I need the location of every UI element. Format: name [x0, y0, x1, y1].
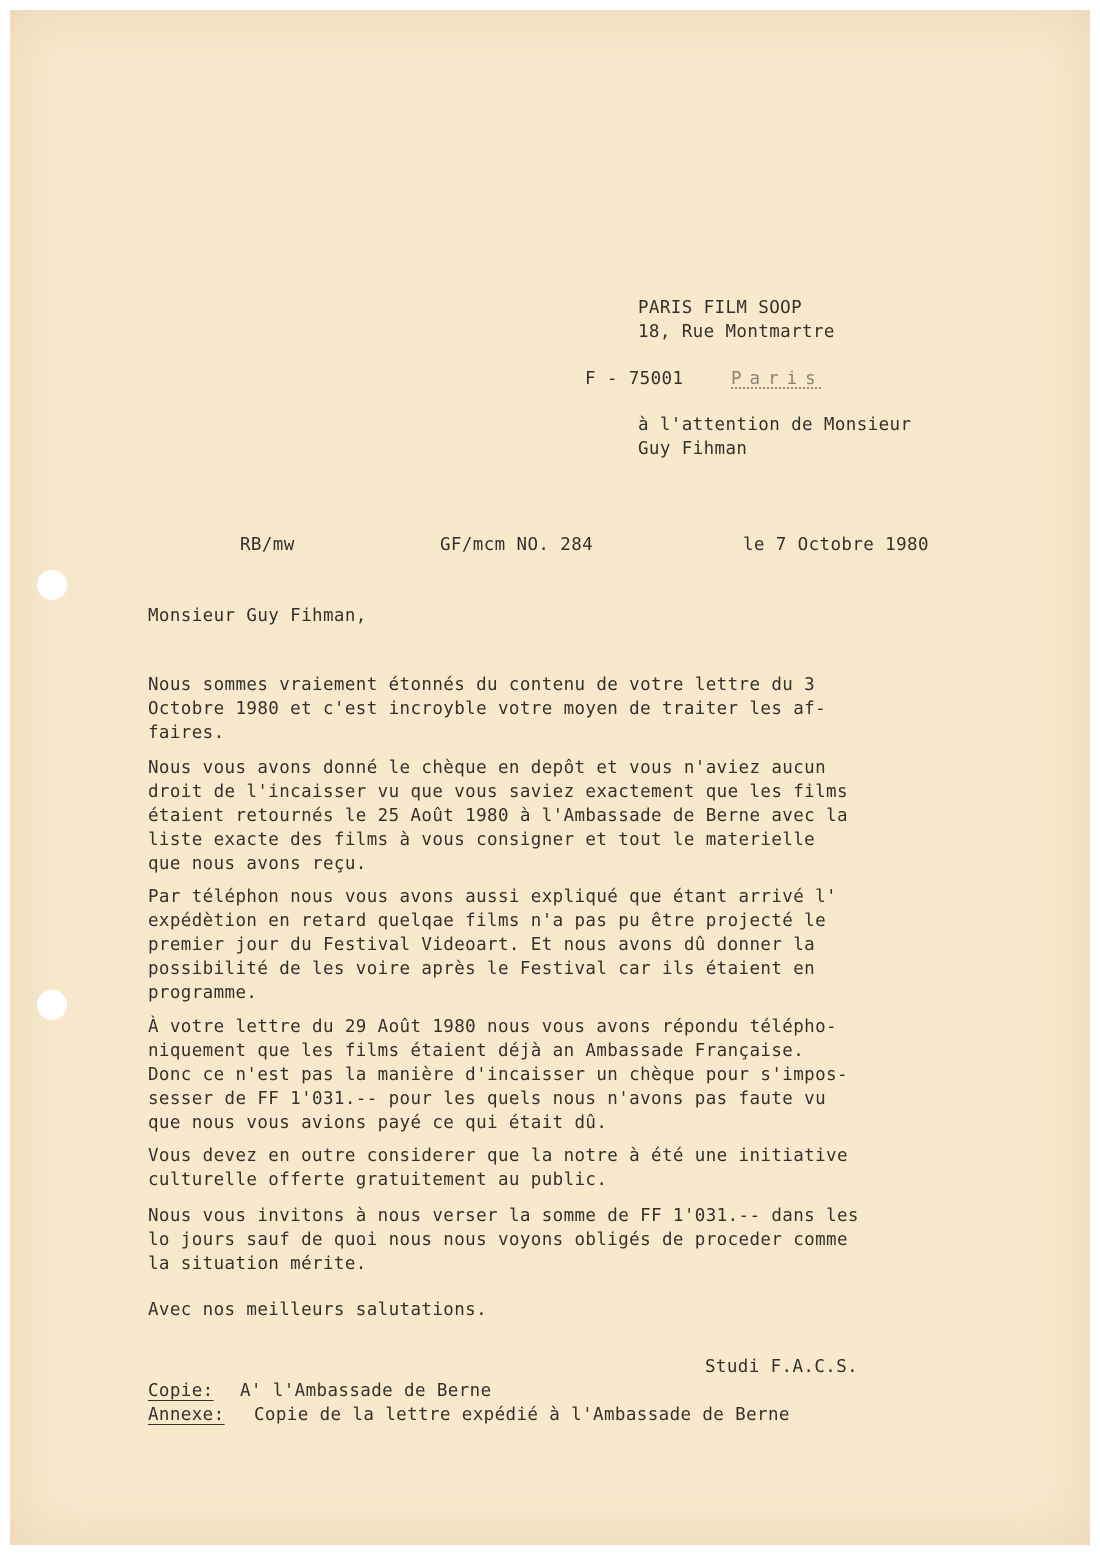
body-line: lo jours sauf de quoi nous nous voyons obligés de proceder comme — [148, 1230, 848, 1250]
body-paragraph — [148, 1144, 1028, 1192]
body-paragraph — [148, 756, 1028, 876]
body-line: premier jour du Festival Videoart. Et nous avons dû donner la — [148, 935, 816, 955]
body-paragraph — [148, 673, 1028, 745]
closing: Avec nos meilleurs salutations. — [148, 1300, 488, 1320]
body-line: À votre lettre du 29 Août 1980 nous vous avons répondu télépho- — [148, 1017, 837, 1037]
body-line: Nous vous invitons à nous verser la somme de FF 1'031.-- dans les — [148, 1206, 859, 1226]
body-line: Nous sommes vraiement étonnés du contenu de votre lettre du 3 — [148, 675, 816, 695]
our-reference: RB/mw — [240, 535, 295, 555]
body-line: Donc ce n'est pas la manière d'incaisser un chèque pour s'impos- — [148, 1065, 848, 1085]
body-line: faires. — [148, 723, 225, 743]
body-paragraph — [148, 1204, 1028, 1276]
body-line: expédètion en retard quelqae films n'a pas pu être projecté le — [148, 911, 827, 931]
body-line: liste exacte des films à vous consigner et tout le materielle — [148, 830, 816, 850]
body-line: niquement que les films étaient déjà an Ambassade Française. — [148, 1041, 805, 1061]
body-line: Par téléphon nous vous avons aussi expliqué que étant arrivé l' — [148, 887, 837, 907]
body-line: programme. — [148, 983, 258, 1003]
copy-label: Copie: — [148, 1381, 214, 1401]
recipient-city: Paris — [731, 369, 824, 389]
punch-hole — [37, 990, 67, 1020]
body-line: Octobre 1980 et c'est incroyble votre moyen de traiter les af- — [148, 699, 827, 719]
body-line: la situation mérite. — [148, 1254, 367, 1274]
body-line: culturelle offerte gratuitement au public. — [148, 1170, 608, 1190]
signature: Studi F.A.C.S. — [705, 1357, 859, 1377]
salutation: Monsieur Guy Fihman, — [148, 606, 367, 626]
body-line: possibilité de les voire après le Festival car ils étaient en — [148, 959, 816, 979]
copy-text: A' l'Ambassade de Berne — [240, 1381, 492, 1401]
attention-name: Guy Fihman — [638, 439, 748, 459]
body-line: étaient retournés le 25 Août 1980 à l'Ambassade de Berne avec la — [148, 806, 848, 826]
your-reference: GF/mcm NO. 284 — [440, 535, 594, 555]
recipient-street: 18, Rue Montmartre — [638, 322, 835, 342]
body-line: sesser de FF 1'031.-- pour les quels nous n'avons pas faute vu — [148, 1089, 827, 1109]
body-line: Nous vous avons donné le chèque en depôt et vous n'aviez aucun — [148, 758, 827, 778]
body-line: Vous devez en outre considerer que la notre à été une initiative — [148, 1146, 848, 1166]
recipient-company: PARIS FILM SOOP — [638, 298, 803, 318]
annex-text: Copie de la lettre expédié à l'Ambassade de Berne — [254, 1405, 790, 1425]
body-paragraph — [148, 1015, 1028, 1135]
body-line: droit de l'incaisser vu que vous saviez exactement que les films — [148, 782, 848, 802]
recipient-postal-code: F - 75001 — [585, 369, 684, 389]
annex-label: Annexe: — [148, 1405, 225, 1425]
letter-date: le 7 Octobre 1980 — [743, 535, 929, 555]
punch-hole — [37, 570, 67, 600]
attention-line: à l'attention de Monsieur — [638, 415, 912, 435]
body-line: que nous vous avions payé ce qui était dû. — [148, 1113, 608, 1133]
body-line: que nous avons reçu. — [148, 854, 367, 874]
body-paragraph — [148, 885, 1028, 1005]
